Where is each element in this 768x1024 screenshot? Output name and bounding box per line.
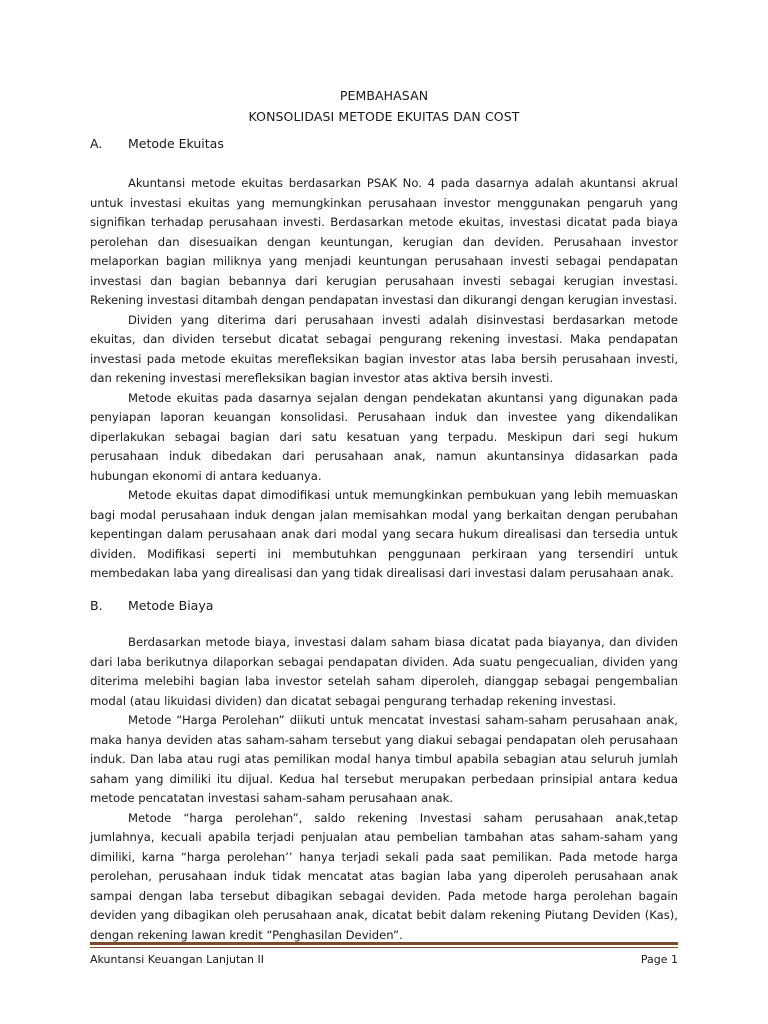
section-b-title: Metode Biaya bbox=[128, 598, 214, 613]
paragraph: Akuntansi metode ekuitas berdasarkan PSAK No. 4 pada dasarnya adalah akuntansi akrual untuk investasi ekuitas yang memungkinkan perusahaan investor menggunakan pengaruh yang signifikan terhadap perusahaan investi. Berdasarkan metode ekuitas, investasi dicatat pada biaya perolehan dan disesuaikan dengan keuntungan, kerugian dan deviden. Perusahaan investor melaporkan bagian miliknya yang menjadi keuntungan perusahaan investi sebagai pendapatan investasi dan bagian bebannya dari kerugian perusahaan investi sebagai kerugian investasi. Rekening investasi ditambah dengan pendapatan investasi dan dikurangi dengan kerugian investasi. bbox=[90, 176, 678, 307]
paragraph: Metode “Harga Perolehan” diikuti untuk mencatat investasi saham-saham perusahaan anak, maka hanya deviden atas saham-saham tersebut yang diakui sebagai pendapatan oleh perusahaan induk. Dan laba atau rugi atas pemilikan modal hanya timbul apabila sebagian atau seluruh jumlah saham yang dimiliki itu dijual. Kedua hal tersebut merupakan perbedaan prinsipial antara kedua metode pencatatan investasi saham-saham perusahaan anak. bbox=[90, 713, 678, 805]
section-a-letter: A. bbox=[90, 136, 103, 151]
section-a-heading bbox=[90, 134, 224, 154]
paragraph: Metode “harga perolehan”, saldo rekening Investasi saham perusahaan anak,tetap jumlahnya, kecuali apabila terjadi penjualan atau pembelian tambahan atas saham-saham yang dimiliki, karna “harga perolehan’’ hanya terjadi sekali pada saat pemilikan. Pada metode harga perolehan, perusahaan induk tidak mencatat atas bagian laba yang diperoleh perusahaan anak sampai dengan laba tersebut dibagikan sebagai deviden. Pada metode harga perolehan bagain deviden yang dibagikan oleh perusahaan anak, dicatat bebit dalam rekening Piutang Deviden (Kas), dengan rekening lawan kredit “Penghasilan Deviden”. bbox=[90, 810, 678, 942]
section-b-heading bbox=[90, 596, 213, 616]
footer-course-name: Akuntansi Keuangan Lanjutan II bbox=[90, 953, 264, 966]
footer-divider-thick bbox=[90, 942, 678, 945]
paragraph: Metode ekuitas dapat dimodifikasi untuk memungkinkan pembukuan yang lebih memuaskan bagi modal perusahaan induk dengan jalan memisahkan modal yang berkaitan dengan perubahan kepentingan dalam perusahaan anak dari modal yang secara hukum direalisasi dan tersedia untuk dividen. Modifikasi seperti ini membutuhkan penggunaan perkiraan yang tersendiri untuk membedakan laba yang direalisasi dan yang tidak direalisasi dari investasi dalam perusahaan anak. bbox=[90, 488, 678, 580]
section-b-letter: B. bbox=[90, 598, 103, 613]
section-a-title: Metode Ekuitas bbox=[128, 136, 224, 151]
paragraph: Dividen yang diterima dari perusahaan investi adalah disinvestasi berdasarkan metode ekuitas, dan dividen tersebut dicatat sebagai pengurang rekening investasi. Maka pendapatan investasi pada metode ekuitas merefleksikan bagian investor atas laba bersih perusahaan investi, dan rekening investasi merefleksikan bagian investor atas aktiva bersih investi. bbox=[90, 312, 678, 385]
footer-divider-thin bbox=[90, 947, 678, 948]
section-b-body bbox=[90, 633, 678, 945]
page-number: Page 1 bbox=[640, 953, 678, 966]
document-subtitle: KONSOLIDASI METODE EKUITAS DAN COST bbox=[248, 109, 520, 124]
section-a-body bbox=[90, 174, 678, 584]
paragraph: Metode ekuitas pada dasarnya sejalan dengan pendekatan akuntansi yang digunakan pada penyiapan laporan keuangan konsolidasi. Perusahaan induk dan investee yang dikendalikan diperlakukan sebagai bagian dari satu kesatuan yang terpadu. Meskipun dari segi hukum perusahaan induk dibedakan dari perusahaan anak, namun akuntansinya didasarkan pada hubungan ekonomi di antara keduanya. bbox=[90, 390, 678, 483]
paragraph: Berdasarkan metode biaya, investasi dalam saham biasa dicatat pada biayanya, dan dividen dari laba berikutnya dilaporkan sebagai pendapatan dividen. Ada suatu pengecualian, dividen yang diterima melebihi bagian laba investor setelah saham diperoleh, dianggap sebagai pengembalian modal (atau likuidasi dividen) dan dicatat sebagai pengurang terhadap rekening investasi. bbox=[90, 635, 678, 708]
document-title: PEMBAHASAN bbox=[339, 88, 429, 103]
